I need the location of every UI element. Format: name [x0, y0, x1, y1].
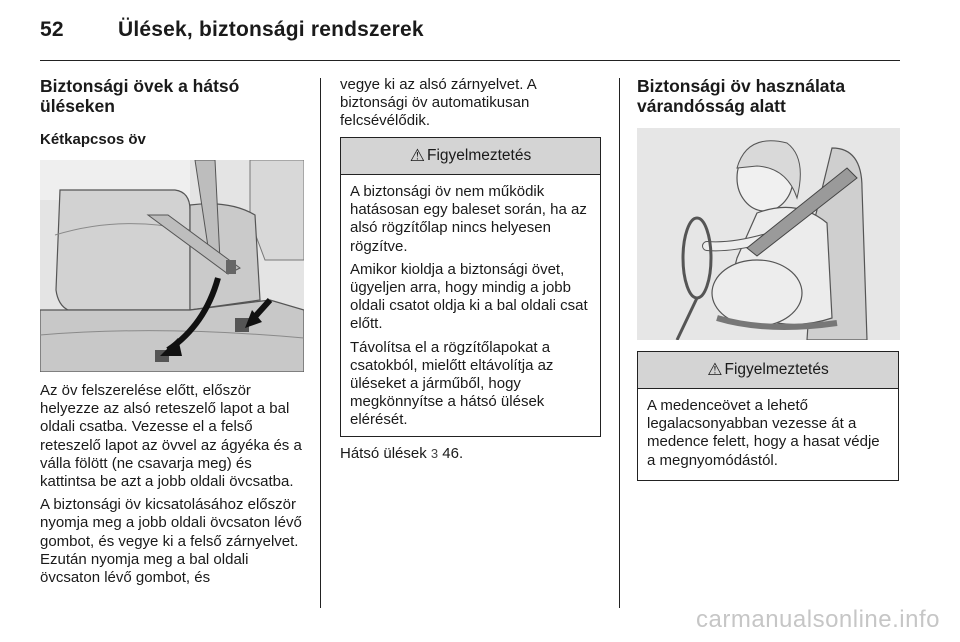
column1-body [40, 382, 304, 587]
column-divider-right [619, 78, 620, 608]
warning-title: Figyelmeztetés [427, 147, 532, 164]
cross-reference [340, 445, 602, 463]
pregnancy-seat-belt-drawing [637, 128, 900, 340]
warning-triangle-icon: ⚠ [707, 360, 723, 379]
rear-seat-belt-illustration [40, 160, 304, 372]
chapter-title: Ülések, biztonsági rendszerek [118, 18, 424, 41]
section-heading-pregnancy: Biztonsági öv használata várandósság alatt [637, 76, 846, 116]
rear-seat-belt-drawing [40, 160, 304, 372]
instruction-unfasten-continued: vegye ki az alsó zárnyelvet. A biztonsági öv automatikusan felcsévélődik. [340, 76, 536, 130]
instruction-fasten: Az öv felszerelése előtt, először helyezze az alsó reteszelő lapot a bal oldali csatba. Vezesse el a felső reteszelő lapot az övvel az ágyéka és a válla fölött (ne csavarja meg) és kattintsa be azt a jobb oldali övcsatba. [40, 382, 302, 491]
page-number: 52 [40, 18, 64, 41]
warning-text-pregnancy: A medenceövet a lehető legalacsonyabban vezesse át a medence felett, hogy a hasat védje a megnyomódástól. [647, 397, 880, 469]
warning-header [341, 138, 600, 175]
column-divider-left [320, 78, 321, 608]
warning-triangle-icon: ⚠ [409, 146, 425, 165]
warning-body-pregnancy [638, 389, 898, 478]
header-rule [40, 60, 900, 61]
reference-text: Hátsó ülések [340, 445, 427, 462]
instruction-unfasten: A biztonsági öv kicsatolásához először nyomja meg a jobb oldali övcsaton lévő gombot, és vegye ki a felső zárnyelvet. Ezután nyomja meg a bal oldali övcsaton lévő gombot, és [40, 496, 302, 587]
warning-header-pregnancy [638, 352, 898, 389]
watermark-text: carmanualsonline.info [696, 606, 940, 633]
subheading-two-buckle-belt: Kétkapcsos öv [40, 131, 146, 148]
column-pregnancy [637, 76, 900, 116]
warning-box-buckle-order [340, 137, 601, 437]
pregnancy-seat-belt-illustration [637, 128, 900, 340]
reference-page: 46. [442, 445, 464, 462]
warning-text-1: A biztonsági öv nem működik hatásosan egy baleset során, ha az alsó rögzítőlap nincs helyesen rögzítve. [350, 183, 587, 255]
page-reference-icon: 3 [430, 446, 439, 461]
warning-box-pregnancy [637, 351, 899, 481]
column-rear-seat-belts [40, 76, 304, 150]
warning-title-pregnancy: Figyelmeztetés [724, 361, 829, 378]
warning-text-2: Amikor kioldja a biztonsági övet, ügyeljen arra, hogy mindig a jobb oldali csatot oldja ki a bal oldali csat előtt. [350, 260, 588, 333]
column-continued [340, 76, 602, 131]
warning-text-3: Távolítsa el a rögzítőlapokat a csatokból, mielőtt eltávolítja az üléseket a járműből, hogy megkönnyítse a hátsó ülések elérését. [350, 338, 554, 429]
warning-body [341, 175, 600, 438]
section-heading-rear-seat-belts: Biztonsági övek a hátsó üléseken [40, 76, 240, 116]
